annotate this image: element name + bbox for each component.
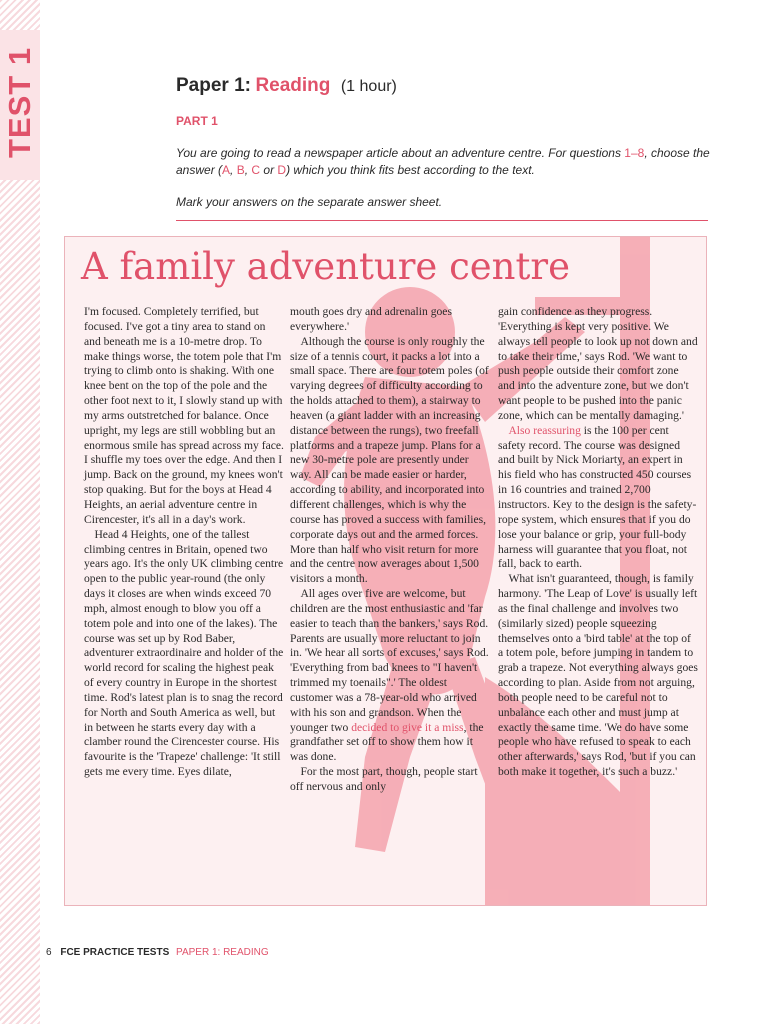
article-column-2 (290, 305, 490, 905)
article-panel (64, 236, 707, 906)
paragraph: Although the course is only roughly the size of a tennis court, it packs a lot into a small space. There are four totem poles (of varying degrees of difficulty according to the holds attached to them), a stairway to heaven (a giant ladder with an increasing distance between the rungs), two freefall platforms and a trapeze jump. Plans for a new 30-metre pole are presently under way. All can be made easier or harder, according to ability, and incorporated into different challenges, which is why the course has proved a success with families, corporate days out and the armed forces. More than half who visit return for more and the centre now averages about 1,500 visitors a month. (290, 334, 489, 586)
paragraph (290, 587, 490, 765)
test-label: TEST 1 (2, 46, 37, 158)
instructions (176, 145, 716, 179)
instructions-sep: , (244, 163, 252, 177)
paragraph: gain confidence as they progress. 'Everything is kept very positive. We always tell people to look up not down and to take their time,' says Rod. 'We want to push people outside their comfort zone and into the adventure zone, but we don't want people to be pushed into the panic zone, which can be mentally damaging.' (498, 305, 698, 422)
heading-section: Reading (255, 75, 331, 96)
footer-section: PAPER 1: READING (176, 947, 269, 958)
page-heading (176, 75, 397, 97)
highlighted-phrase: Also reassuring (508, 423, 581, 437)
paragraph: For the most part, though, people start off nervous and only (290, 765, 478, 793)
option-c: C (251, 163, 261, 177)
highlighted-phrase: decided to give it a miss (351, 720, 464, 734)
paragraph-text: , the grandfather set off to show them how it was done. (290, 720, 484, 764)
book-title: FCE PRACTICE TESTS (60, 947, 170, 958)
instructions-text: , choose the answer ( (176, 146, 710, 177)
article-column-3 (498, 305, 698, 905)
heading-duration: (1 hour) (340, 78, 397, 95)
page-number: 6 (46, 947, 52, 958)
instructions-text: ) which you think fits best according to the text. (286, 163, 535, 177)
instructions-or: or (260, 163, 278, 177)
paragraph: I'm focused. Completely terrified, but focused. I've got a tiny area to stand on and beneath me is a 10-metre drop. To make things worse, the totem pole that I'm trying to climb onto is shaking. With one knee bent on the top of the pole and the other foot next to it, I slowly stand up with my arms outstretched for balance. Once upright, my legs are still wobbling but an enormous smile has spread across my face. I shuffle my toes over the edge. And then I jump. Back on the ground, my knees won't stop quaking. But for the boys at Head 4 Heights, an aerial adventure centre in Cirencester, it's all in a day's work. (84, 305, 284, 526)
instructions-text: You are going to read a newspaper article about an adventure centre. For questions (176, 146, 625, 160)
article-column-1 (84, 305, 284, 905)
paragraph: Head 4 Heights, one of the tallest climbing centres in Britain, opened two years ago. It's the only UK climbing centre open to the public year-round (the only days it closes are when winds exceed 70 mph, almost enough to blow you off a totem pole and into one of the lakes). The course was set up by Rod Baber, adventurer extraordinaire and holder of the world record for scaling the highest peak of every country in Europe in the shortest time. Rod's latest plan is to snag the record for North and South America as well, but in between he starts every day with a clamber round the Cirencester course. His favourite is the 'Trapeze' challenge: 'It still gets me every time. Eyes dilate, (84, 527, 284, 779)
paragraph: mouth goes dry and adrenalin goes everywhere.' (290, 305, 452, 333)
question-range: 1–8 (624, 146, 645, 160)
article-title: A family adventure centre (81, 245, 570, 288)
option-b: B (236, 163, 245, 177)
heading-paper: Paper 1: (176, 75, 251, 96)
part-label: PART 1 (176, 114, 218, 128)
paragraph-text: All ages over five are welcome, but children are the most enthusiastic and 'far easier to teach than the bankers,' says Rod. Parents are usually more reluctant to join in. 'We hear all sorts of excuses,' says Rod. 'Everything from bad knees to "I haven't trimmed my toenails".' The oldest customer was a 78-year-old who arrived with his son and grandson. When the younger two (290, 587, 489, 734)
paragraph (498, 424, 698, 572)
divider (176, 220, 708, 221)
mark-instruction: Mark your answers on the separate answer sheet. (176, 195, 443, 209)
option-d: D (277, 163, 287, 177)
paragraph: What isn't guaranteed, though, is family harmony. 'The Leap of Love' is usually left as the final challenge and involves two (similarly sized) people squeezing themselves onto a 'bird table' at the top of a totem pole, before jumping in tandem to grab a trapeze. Not everything always goes according to plan. Aside from not arguing, both people need to be careful not to unbalance each other and must jump at exactly the same time. 'We do have some people who have refused to speak to each other afterwards,' says Rod, 'but if you can both make it together, it's such a buzz.' (498, 572, 698, 779)
page-footer (46, 947, 269, 958)
option-a: A (222, 163, 231, 177)
paragraph-text: is the 100 per cent safety record. The course was designed and built by Nick Moriarty, an expert in his field who has constructed 450 courses in 16 countries and trained 2,700 instructors. Key to the design is the safety-rope system, which ensures that if you do lose your balance or grip, your full-body harness will guarantee that you float, not fall, back to earth. (498, 423, 697, 571)
instructions-sep: , (230, 163, 237, 177)
